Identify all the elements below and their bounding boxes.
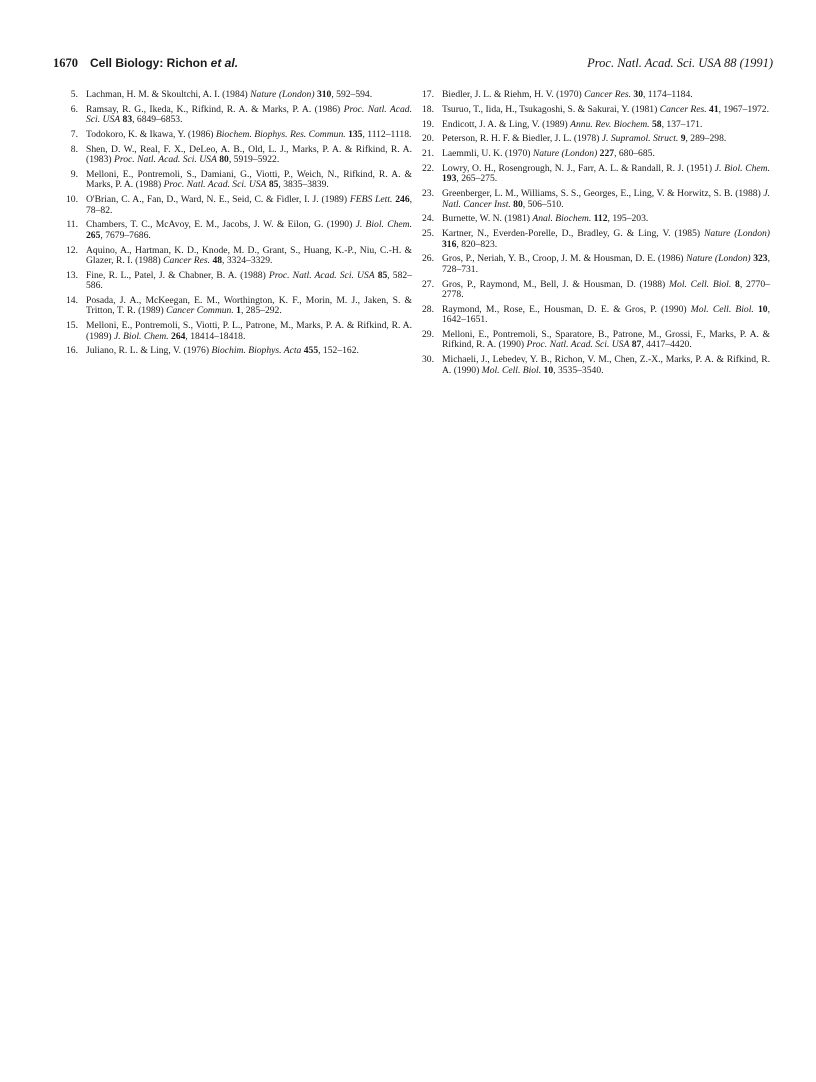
reference-authors: O'Brian, C. A., Fan, D., Ward, N. E., Seid, C. & Fidler, I. J. (1989) — [86, 194, 350, 206]
reference-journal: FEBS Lett. — [349, 194, 393, 206]
reference-volume: 310 — [316, 89, 332, 100]
reference-authors: Melloni, E., Pontremoli, S., Sparatore, B., Patrone, M., Grossi, F., Marks, P. A. & Rifkind, R. A. (1990) — [442, 329, 770, 351]
reference-number: 27. — [422, 278, 434, 290]
reference-pages: , 820–823. — [456, 238, 498, 250]
reference-pages: , 285–292. — [240, 305, 282, 317]
reference-volume: 85 — [377, 269, 388, 281]
reference-pages: , 3324–3329. — [222, 255, 273, 267]
section-title: Cell Biology: Richon — [90, 56, 208, 70]
reference-item — [418, 164, 770, 185]
reference-volume: 80 — [513, 198, 523, 210]
reference-volume: 48 — [212, 255, 223, 267]
reference-number: 16. — [66, 345, 78, 357]
header-left — [53, 56, 238, 71]
reference-journal: J. Biol. Chem. — [355, 219, 413, 231]
reference-journal: Cancer Res. — [659, 103, 707, 115]
reference-number: 12. — [66, 244, 78, 256]
reference-item — [418, 229, 770, 250]
references-left-column — [62, 90, 412, 361]
references-right-column — [418, 90, 770, 380]
reference-pages: , 582–586. — [86, 269, 412, 292]
reference-number: 26. — [422, 253, 434, 265]
reference-item — [418, 149, 770, 159]
reference-number: 24. — [422, 213, 434, 225]
reference-number: 21. — [422, 148, 434, 160]
reference-pages: , 3835–3839. — [278, 179, 329, 191]
reference-item — [418, 90, 770, 100]
reference-item — [62, 105, 412, 126]
reference-number: 13. — [66, 269, 78, 281]
reference-volume: 193 — [442, 173, 457, 185]
reference-item — [62, 130, 412, 140]
reference-item — [418, 330, 770, 351]
reference-journal: Mol. Cell. Biol. — [669, 278, 732, 290]
reference-pages: , 4417–4420. — [641, 339, 692, 351]
reference-volume: 83 — [122, 114, 133, 126]
reference-item — [418, 305, 770, 326]
reference-authors: Biedler, J. L. & Riehm, H. V. (1970) — [442, 89, 585, 100]
reference-authors: Kartner, N., Everden-Porelle, D., Bradley, G. & Ling, V. (1985) — [442, 228, 705, 240]
reference-item — [62, 321, 412, 342]
reference-authors: Peterson, R. H. F. & Biedler, J. L. (1978) — [442, 133, 602, 145]
reference-volume: 246 — [395, 194, 410, 206]
reference-volume: 135 — [348, 129, 363, 140]
reference-authors: Chambers, T. C., McAvoy, E. M., Jacobs, J. W. & Eilon, G. (1990) — [86, 219, 356, 231]
reference-pages: , 506–510. — [522, 198, 564, 210]
reference-journal: Proc. Natl. Acad. Sci. USA — [163, 179, 267, 191]
reference-authors: Michaeli, J., Lebedev, Y. B., Richon, V. M., Chen, Z.-X., Marks, P. A. & Rifkind, R. A. (1990) — [442, 354, 770, 376]
reference-authors: Melloni, E., Pontremoli, S., Viotti, P. L., Patrone, M., Marks, P. A. & Rifkind, R. A. (1989) — [86, 320, 412, 342]
reference-number: 17. — [422, 89, 434, 100]
reference-volume: 316 — [442, 238, 457, 250]
reference-volume: 87 — [631, 339, 642, 351]
reference-item — [418, 214, 770, 224]
reference-item — [62, 90, 412, 100]
reference-authors: Shen, D. W., Real, F. X., DeLeo, A. B., Old, L. J., Marks, P. A. & Rifkind, R. A. (1983) — [86, 143, 412, 166]
reference-item — [418, 189, 770, 210]
reference-authors: Juliano, R. L. & Ling, V. (1976) — [86, 345, 212, 357]
reference-journal: Cancer Res. — [584, 89, 631, 100]
reference-item — [62, 170, 412, 191]
reference-number: 28. — [422, 303, 434, 315]
reference-journal: Mol. Cell. Biol. — [481, 364, 542, 376]
reference-journal: Annu. Rev. Biochem. — [570, 118, 650, 130]
page-number: 1670 — [53, 56, 78, 70]
reference-pages: , 289–298. — [685, 133, 727, 145]
reference-item — [62, 271, 412, 292]
reference-authors: Laemmli, U. K. (1970) — [442, 148, 533, 160]
reference-pages: , 152–162. — [318, 345, 359, 357]
reference-journal: Nature (London) — [250, 89, 315, 100]
reference-volume: 80 — [219, 154, 229, 166]
reference-item — [418, 120, 770, 130]
reference-pages: , 1642–1651. — [442, 303, 770, 326]
reference-pages: , 728–731. — [442, 253, 770, 275]
reference-authors: Tsuruo, T., Iida, H., Tsukagoshi, S. & Sakurai, Y. (1981) — [442, 103, 660, 115]
reference-number: 5. — [70, 89, 78, 100]
reference-number: 23. — [422, 188, 434, 200]
reference-number: 8. — [70, 143, 78, 155]
reference-volume: 264 — [171, 330, 186, 342]
reference-number: 19. — [422, 118, 434, 130]
reference-pages: , 137–171. — [661, 118, 703, 130]
reference-number: 25. — [422, 228, 434, 240]
reference-number: 10. — [66, 194, 78, 206]
reference-journal: J. Biol. Chem. — [714, 162, 770, 174]
reference-item — [418, 105, 770, 115]
reference-pages: , 1174–1184. — [643, 89, 693, 100]
reference-item — [62, 246, 412, 267]
reference-item — [418, 355, 770, 376]
reference-journal: Proc. Natl. Acad. Sci. USA — [86, 103, 412, 126]
reference-volume: 1 — [236, 305, 241, 317]
reference-volume: 85 — [268, 179, 279, 191]
reference-pages: , 1112–1118. — [362, 129, 412, 140]
reference-number: 6. — [70, 103, 78, 115]
reference-pages: , 6849–6853. — [132, 114, 183, 126]
reference-number: 29. — [422, 329, 434, 340]
reference-journal: Biochem. Biophys. Res. Commun. — [215, 129, 346, 140]
reference-journal: Proc. Natl. Acad. Sci. USA — [526, 339, 630, 351]
reference-volume: 58 — [652, 118, 662, 130]
reference-item — [62, 346, 412, 356]
reference-authors: Todokoro, K. & Ikawa, Y. (1986) — [86, 129, 216, 140]
reference-journal: Biochim. Biophys. Acta — [211, 345, 302, 357]
reference-authors: Greenberger, L. M., Williams, S. S., Georges, E., Ling, V. & Horwitz, S. B. (1988) — [442, 188, 764, 200]
reference-pages: , 18414–18418. — [185, 330, 246, 342]
reference-volume: 10 — [543, 364, 554, 376]
reference-pages: , 78–82. — [86, 194, 413, 216]
page-header — [53, 56, 773, 74]
reference-number: 20. — [422, 133, 434, 145]
reference-pages: , 1967–1972. — [718, 103, 769, 115]
reference-pages: , 3535–3540. — [553, 364, 604, 376]
reference-number: 9. — [70, 169, 78, 180]
reference-pages: , 680–685. — [614, 148, 655, 160]
reference-volume: 227 — [599, 148, 615, 160]
reference-pages: , 195–203. — [607, 213, 649, 225]
reference-item — [62, 220, 412, 241]
reference-journal: Mol. Cell. Biol. — [690, 303, 754, 315]
reference-number: 11. — [66, 219, 78, 231]
reference-pages: , 265–275. — [456, 173, 498, 185]
reference-journal: J. Natl. Cancer Inst. — [442, 188, 770, 210]
reference-journal: Proc. Natl. Acad. Sci. USA — [113, 154, 217, 166]
reference-number: 30. — [422, 354, 434, 366]
reference-authors: Lachman, H. M. & Skoultchi, A. I. (1984) — [86, 89, 251, 100]
reference-authors: Posada, J. A., McKeegan, E. M., Worthington, K. F., Morin, M. J., Jaken, S. & Tritton, T. R. (1989) — [86, 295, 412, 317]
reference-journal: Cancer Commun. — [166, 305, 234, 317]
reference-authors: Gros, P., Neriah, Y. B., Croop, J. M. & Housman, D. E. (1986) — [442, 253, 687, 265]
reference-journal: J. Supramol. Struct. — [601, 133, 679, 145]
reference-volume: 10 — [757, 303, 768, 315]
reference-pages: , 2770–2778. — [442, 278, 771, 300]
reference-volume: 323 — [753, 253, 768, 265]
reference-item — [418, 134, 770, 144]
reference-number: 18. — [422, 103, 434, 115]
reference-journal: Nature (London) — [532, 148, 598, 160]
reference-item — [62, 296, 412, 317]
journal-citation: Proc. Natl. Acad. Sci. USA 88 (1991) — [587, 56, 773, 70]
reference-journal: Nature (London) — [686, 253, 751, 265]
reference-pages: , 7679–7686. — [100, 229, 151, 241]
reference-journal: Nature (London) — [704, 228, 770, 240]
reference-journal: Cancer Res. — [163, 255, 211, 267]
reference-item — [62, 145, 412, 166]
reference-authors: Melloni, E., Pontremoli, S., Damiani, G., Viotti, P., Weich, N., Rifkind, R. A. & Marks, P. A. (1988) — [86, 169, 412, 191]
reference-item — [62, 195, 412, 216]
reference-number: 22. — [422, 162, 434, 174]
reference-volume: 455 — [303, 345, 319, 357]
reference-pages: , 592–594. — [331, 89, 373, 100]
reference-authors: Burnette, W. N. (1981) — [442, 213, 533, 225]
reference-authors: Lowry, O. H., Rosengrough, N. J., Farr, A. L. & Randall, R. J. (1951) — [442, 162, 715, 174]
reference-item — [418, 254, 770, 275]
reference-journal: Proc. Natl. Acad. Sci. USA — [268, 269, 375, 281]
reference-authors: Ramsay, R. G., Ikeda, K., Rifkind, R. A. & Marks, P. A. (1986) — [86, 103, 344, 115]
reference-journal: Anal. Biochem. — [532, 213, 592, 225]
reference-authors: Fine, R. L., Patel, J. & Chabner, B. A. (1988) — [86, 269, 269, 281]
reference-volume: 41 — [709, 103, 719, 115]
reference-journal: J. Biol. Chem. — [113, 330, 169, 342]
reference-authors: Gros, P., Raymond, M., Bell, J. & Housman, D. (1988) — [442, 278, 670, 290]
reference-item — [418, 280, 770, 301]
reference-number: 14. — [66, 295, 78, 307]
reference-authors: Endicott, J. A. & Ling, V. (1989) — [442, 118, 571, 130]
reference-pages: , 5919–5922. — [228, 154, 280, 166]
reference-number: 7. — [70, 129, 78, 140]
reference-volume: 8 — [735, 278, 740, 290]
reference-volume: 112 — [593, 213, 608, 225]
reference-number: 15. — [66, 320, 78, 332]
reference-volume: 265 — [86, 229, 101, 241]
reference-authors: Raymond, M., Rose, E., Housman, D. E. & Gros, P. (1990) — [442, 303, 691, 315]
reference-authors: Aquino, A., Hartman, K. D., Knode, M. D., Grant, S., Huang, K.-P., Niu, C.-H. & Glazer, R. I. (1988) — [86, 244, 412, 267]
authors-suffix: et al. — [207, 56, 239, 70]
reference-volume: 9 — [680, 133, 686, 145]
reference-volume: 30 — [633, 89, 643, 100]
